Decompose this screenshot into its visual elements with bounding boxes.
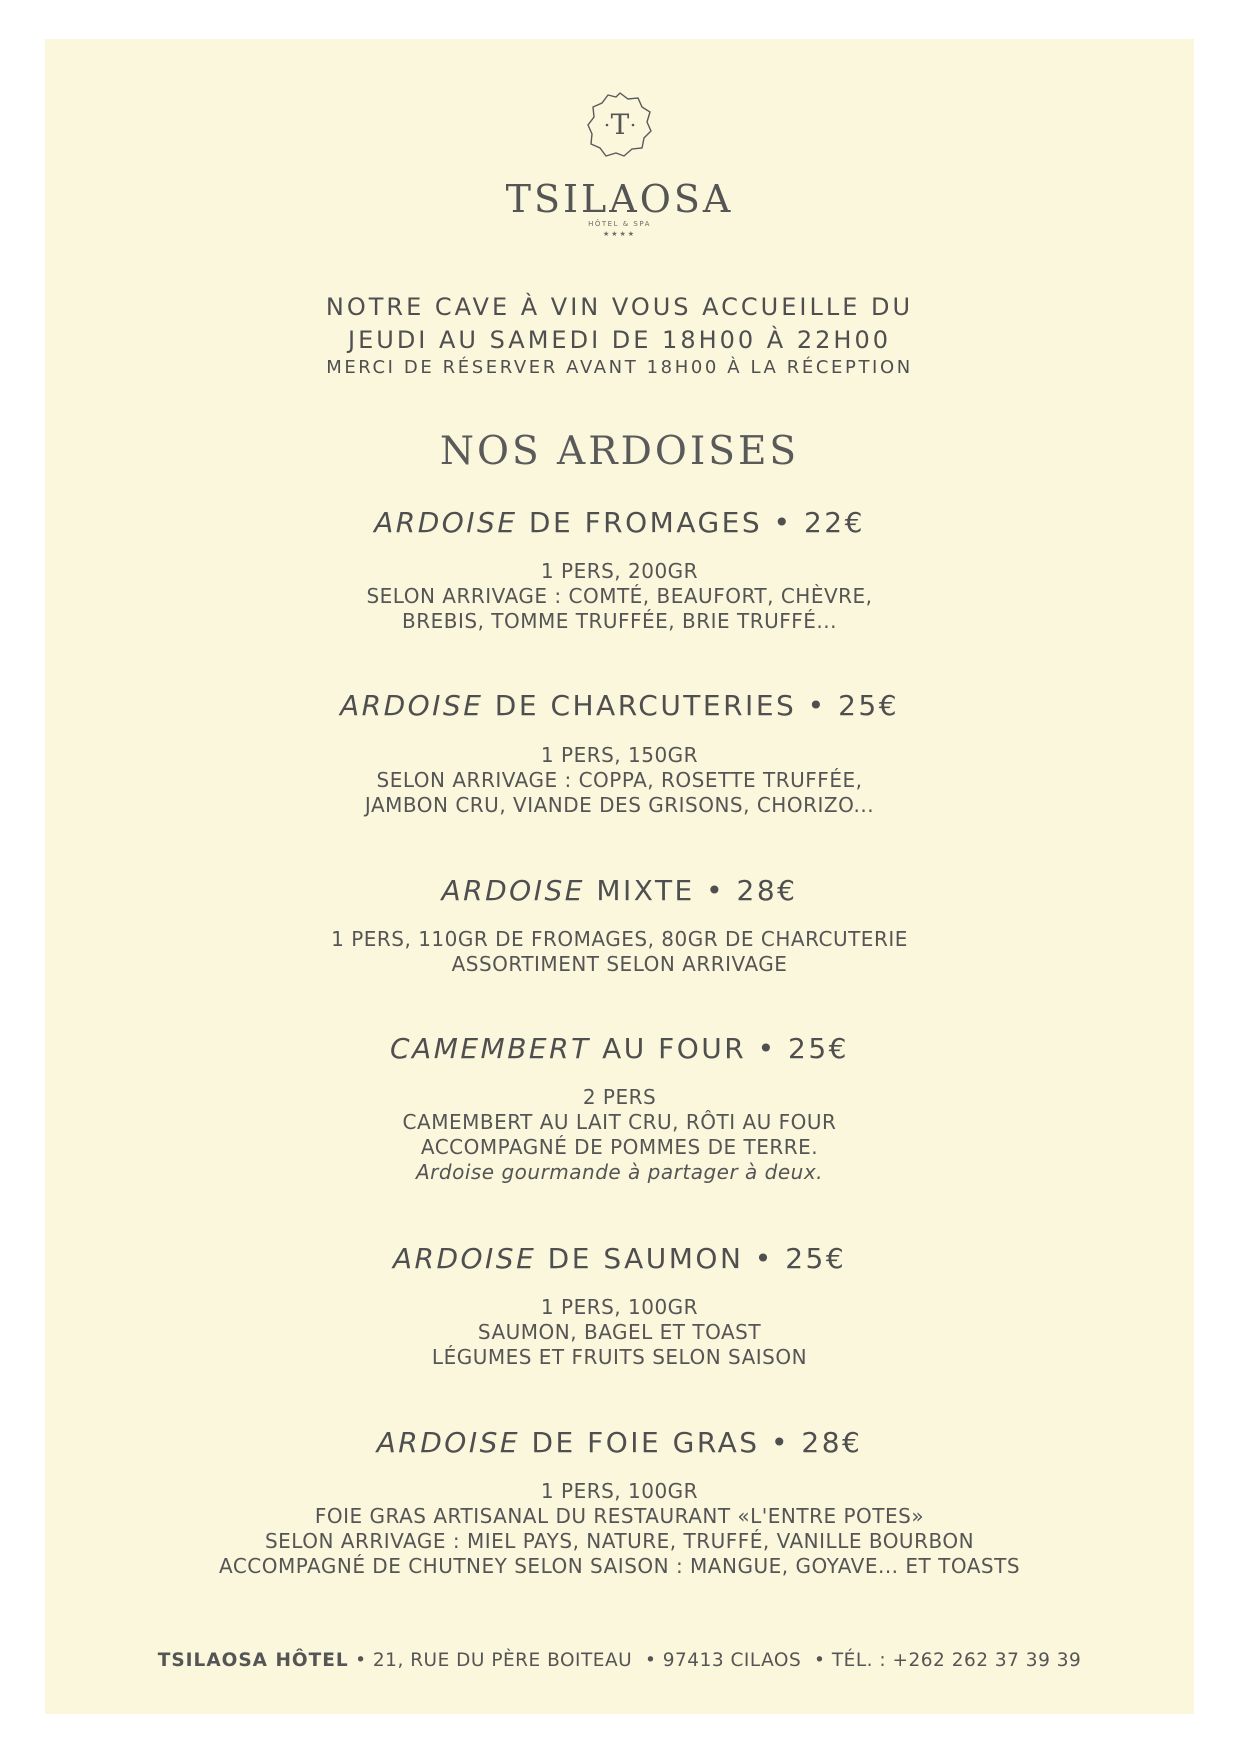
item-line: 1 PERS, 200GR	[540, 559, 699, 583]
item-description	[45, 1479, 1194, 1579]
item-line: LÉGUMES ET FRUITS SELON SAISON	[431, 1345, 808, 1369]
item-title-italic: ARDOISE	[339, 689, 484, 722]
footer-city: 97413 CILAOS	[662, 1650, 802, 1671]
item-line: Ardoise gourmande à partager à deux.	[415, 1160, 824, 1184]
item-title-rest: DE FROMAGES • 22€	[517, 506, 865, 539]
item-title-rest: DE SAUMON • 25€	[536, 1242, 847, 1275]
intro-line-3: MERCI DE RÉSERVER AVANT 18H00 À LA RÉCEPTION	[326, 357, 913, 378]
footer-name: TSILAOSA HÔTEL	[157, 1650, 349, 1671]
item-line: 1 PERS, 150GR	[540, 743, 699, 767]
item-line: FOIE GRAS ARTISANAL DU RESTAURANT «L'ENTRE POTES»	[314, 1504, 925, 1528]
intro-line-1: NOTRE CAVE À VIN VOUS ACCUEILLE DU	[325, 293, 914, 321]
tsilaosa-logo-icon	[586, 90, 654, 158]
item-line: SELON ARRIVAGE : MIEL PAYS, NATURE, TRUFFÉ, VANILLE BOURBON	[264, 1529, 975, 1553]
item-line: JAMBON CRU, VIANDE DES GRISONS, CHORIZO...	[364, 793, 875, 817]
item-title-italic: ARDOISE	[374, 506, 518, 539]
item-title-rest: AU FOUR • 25€	[590, 1032, 849, 1065]
item-title	[45, 506, 1194, 539]
item-description	[45, 559, 1194, 634]
item-description	[45, 1295, 1194, 1370]
item-line: 2 PERS	[582, 1085, 657, 1109]
item-line: SELON ARRIVAGE : COPPA, ROSETTE TRUFFÉE,	[376, 768, 863, 792]
brand-subtitle: HÔTEL & SPA	[588, 220, 651, 228]
intro-line-2: JEUDI AU SAMEDI DE 18H00 À 22H00	[348, 326, 891, 354]
item-title-italic: ARDOISE	[376, 1426, 521, 1459]
item-title-rest: MIXTE • 28€	[584, 874, 798, 907]
footer-separator: •	[355, 1650, 367, 1671]
item-description	[45, 1085, 1194, 1185]
item-line: 1 PERS, 100GR	[540, 1479, 699, 1503]
item-title-italic: ARDOISE	[441, 874, 585, 907]
item-description	[45, 743, 1194, 818]
item-title-rest: DE FOIE GRAS • 28€	[520, 1426, 863, 1459]
item-title-rest: DE CHARCUTERIES • 25€	[483, 689, 900, 722]
footer-address: 21, RUE DU PÈRE BOITEAU	[372, 1650, 633, 1671]
logo-letter: T	[610, 108, 630, 141]
footer-separator: •	[814, 1650, 826, 1671]
item-title	[45, 1242, 1194, 1275]
item-line: CAMEMBERT AU LAIT CRU, RÔTI AU FOUR	[402, 1110, 837, 1134]
menu-page	[45, 39, 1194, 1714]
item-description	[45, 927, 1194, 977]
item-title	[45, 874, 1194, 907]
footer-separator: •	[644, 1650, 657, 1671]
item-title	[45, 689, 1194, 722]
item-line: 1 PERS, 100GR	[540, 1295, 699, 1319]
item-line: 1 PERS, 110GR DE FROMAGES, 80GR DE CHARCUTERIE	[331, 927, 908, 951]
brand-stars: ★★★★	[602, 230, 637, 238]
item-line: SELON ARRIVAGE : COMTÉ, BEAUFORT, CHÈVRE,	[366, 584, 873, 608]
item-title-italic: CAMEMBERT	[390, 1032, 591, 1065]
footer-phone: TÉL. : +262 262 37 39 39	[831, 1650, 1082, 1671]
item-line: SAUMON, BAGEL ET TOAST	[477, 1320, 762, 1344]
item-line: BREBIS, TOMME TRUFFÉE, BRIE TRUFFÉ...	[402, 609, 837, 633]
item-title	[45, 1032, 1194, 1065]
item-title	[45, 1426, 1194, 1459]
footer	[45, 1650, 1194, 1671]
item-line: ASSORTIMENT SELON ARRIVAGE	[451, 952, 788, 976]
section-title: NOS ARDOISES	[439, 429, 800, 474]
item-line: ACCOMPAGNÉ DE POMMES DE TERRE.	[420, 1135, 819, 1159]
item-title-italic: ARDOISE	[392, 1242, 537, 1275]
item-line: ACCOMPAGNÉ DE CHUTNEY SELON SAISON : MANGUE, GOYAVE... ET TOASTS	[218, 1554, 1021, 1578]
brand-name: TSILAOSA	[505, 177, 734, 221]
